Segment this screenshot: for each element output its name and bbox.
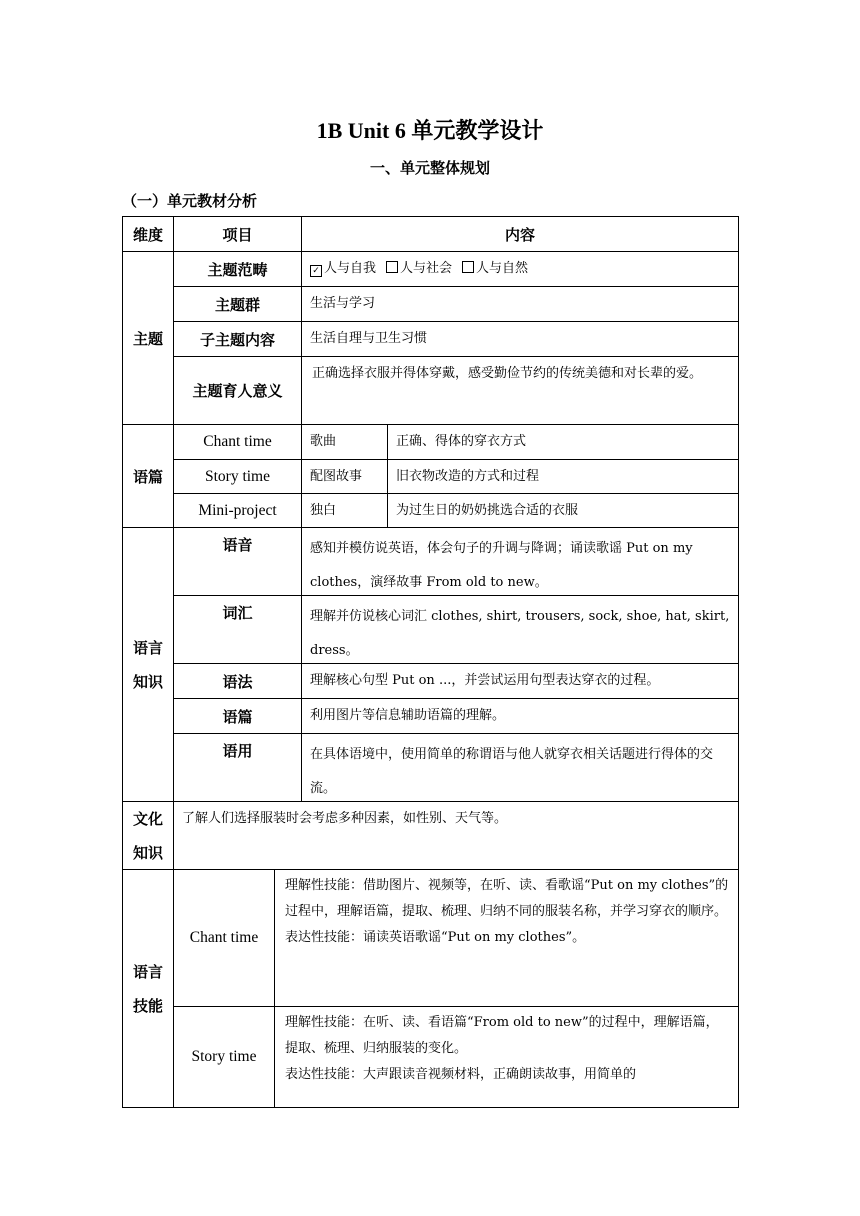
dimension-culture: [122, 801, 174, 870]
dimension-language-skills: [122, 869, 174, 1108]
knowledge-item-vocabulary: [173, 595, 302, 664]
dimension-line: 语言: [132, 962, 163, 981]
checkbox-empty-icon: [462, 261, 474, 273]
item-label: 词汇: [222, 604, 253, 622]
item-label: 语用: [222, 742, 253, 760]
text-item-chant: Chant time: [173, 424, 302, 460]
dimension-line: 技能: [132, 996, 163, 1015]
checkbox-option: [310, 258, 376, 280]
text-type-mini-project: 独白: [301, 493, 388, 528]
dimension-texts: [122, 424, 174, 528]
text-type-chant: 歌曲: [301, 424, 388, 460]
knowledge-item-phonetics: [173, 527, 302, 596]
knowledge-item-grammar: [173, 663, 302, 699]
theme-group-content: 生活与学习: [301, 286, 739, 322]
knowledge-item-discourse: [173, 698, 302, 734]
item-education-meaning: [173, 356, 302, 425]
dimension-line: 知识: [132, 672, 163, 691]
expression-skill-text: 表达性技能：诵读英语歌谣“Put on my clothes”。: [285, 930, 586, 945]
header-content-label: 内容: [504, 225, 535, 244]
dimension-language-knowledge: [122, 527, 174, 802]
item-label: 子主题内容: [199, 330, 275, 349]
item-label: 语法: [222, 672, 253, 691]
header-item: [173, 216, 302, 252]
text-content-mini-project: 为过生日的奶奶挑选合适的衣服: [387, 493, 739, 528]
header-content: [301, 216, 739, 252]
skills-content-chant: [274, 869, 739, 1007]
education-meaning-content: 正确选择衣服并得体穿戴，感受勤俭节约的传统美德和对长辈的爱。: [301, 356, 739, 425]
item-theme-group: [173, 286, 302, 322]
checkbox-label: 人与社会: [400, 261, 453, 276]
item-subtheme: [173, 321, 302, 357]
skills-content-story: [274, 1006, 739, 1108]
checkbox-empty-icon: [386, 261, 398, 273]
dimension-theme-label: 主题: [132, 329, 163, 348]
comprehension-skill-text: 理解性技能：借助图片、视频等，在听、读、看歌谣“Put on my clothes”的过程中，理解语篇，提取、梳理、归纳不同的服装名称，并学习穿衣的顺序。: [285, 878, 729, 919]
knowledge-content-discourse: 利用图片等信息辅助语篇的理解。: [301, 698, 739, 734]
skills-item-chant: Chant time: [173, 869, 275, 1007]
text-content-chant: 正确、得体的穿衣方式: [387, 424, 739, 460]
subtheme-content: 生活自理与卫生习惯: [301, 321, 739, 357]
checkbox-option: [386, 258, 452, 280]
checkbox-label: 人与自我: [324, 261, 377, 276]
item-theme-category: [173, 251, 302, 287]
checkbox-checked-icon: ✓: [310, 265, 322, 277]
culture-content: 了解人们选择服装时会考虑多种因素，如性别、天气等。: [173, 801, 739, 870]
knowledge-content-pragmatics: 在具体语境中，使用简单的称谓语与他人就穿衣相关话题进行得体的交流。: [301, 733, 739, 802]
dimension-line: 语言: [132, 638, 163, 657]
knowledge-content-grammar: 理解核心句型 Put on ...，并尝试运用句型表达穿衣的过程。: [301, 663, 739, 699]
dimension-line: 知识: [132, 843, 163, 862]
text-item-mini-project: Mini-project: [173, 493, 302, 528]
item-label: 语篇: [222, 707, 253, 726]
item-label: 主题群: [214, 295, 260, 314]
text-type-story: 配图故事: [301, 459, 388, 494]
checkbox-option: [462, 258, 528, 280]
expression-skill-text: 表达性技能：大声跟读音视频材料，正确朗读故事，用简单的: [285, 1067, 637, 1082]
header-dimension-label: 维度: [132, 225, 163, 244]
text-item-story: Story time: [173, 459, 302, 494]
text-content-story: 旧衣物改造的方式和过程: [387, 459, 739, 494]
dimension-texts-label: 语篇: [132, 467, 163, 486]
header-dimension: [122, 216, 174, 252]
knowledge-item-pragmatics: [173, 733, 302, 802]
section-heading: （一）单元教材分析: [122, 192, 258, 210]
skills-item-story: Story time: [173, 1006, 275, 1108]
theme-category-options: [301, 251, 739, 287]
header-item-label: 项目: [222, 225, 253, 244]
document-title: 1B Unit 6 单元教学设计: [316, 118, 544, 143]
dimension-theme: [122, 251, 174, 425]
knowledge-content-phonetics: 感知并模仿说英语，体会句子的升调与降调；诵读歌谣 Put on my clothes，演绎故事 From old to new。: [301, 527, 739, 596]
item-label: 主题范畴: [207, 260, 268, 279]
checkbox-label: 人与自然: [476, 261, 529, 276]
knowledge-content-vocabulary: 理解并仿说核心词汇 clothes, shirt, trousers, sock, shoe, hat, skirt, dress。: [301, 595, 739, 664]
comprehension-skill-text: 理解性技能：在听、读、看语篇“From old to new”的过程中，理解语篇，提取、梳理、归纳服装的变化。: [285, 1015, 719, 1056]
item-label: 语音: [222, 536, 253, 554]
dimension-line: 文化: [132, 809, 163, 828]
document-subtitle: 一、单元整体规划: [369, 159, 490, 177]
item-label: 主题育人意义: [192, 382, 283, 400]
